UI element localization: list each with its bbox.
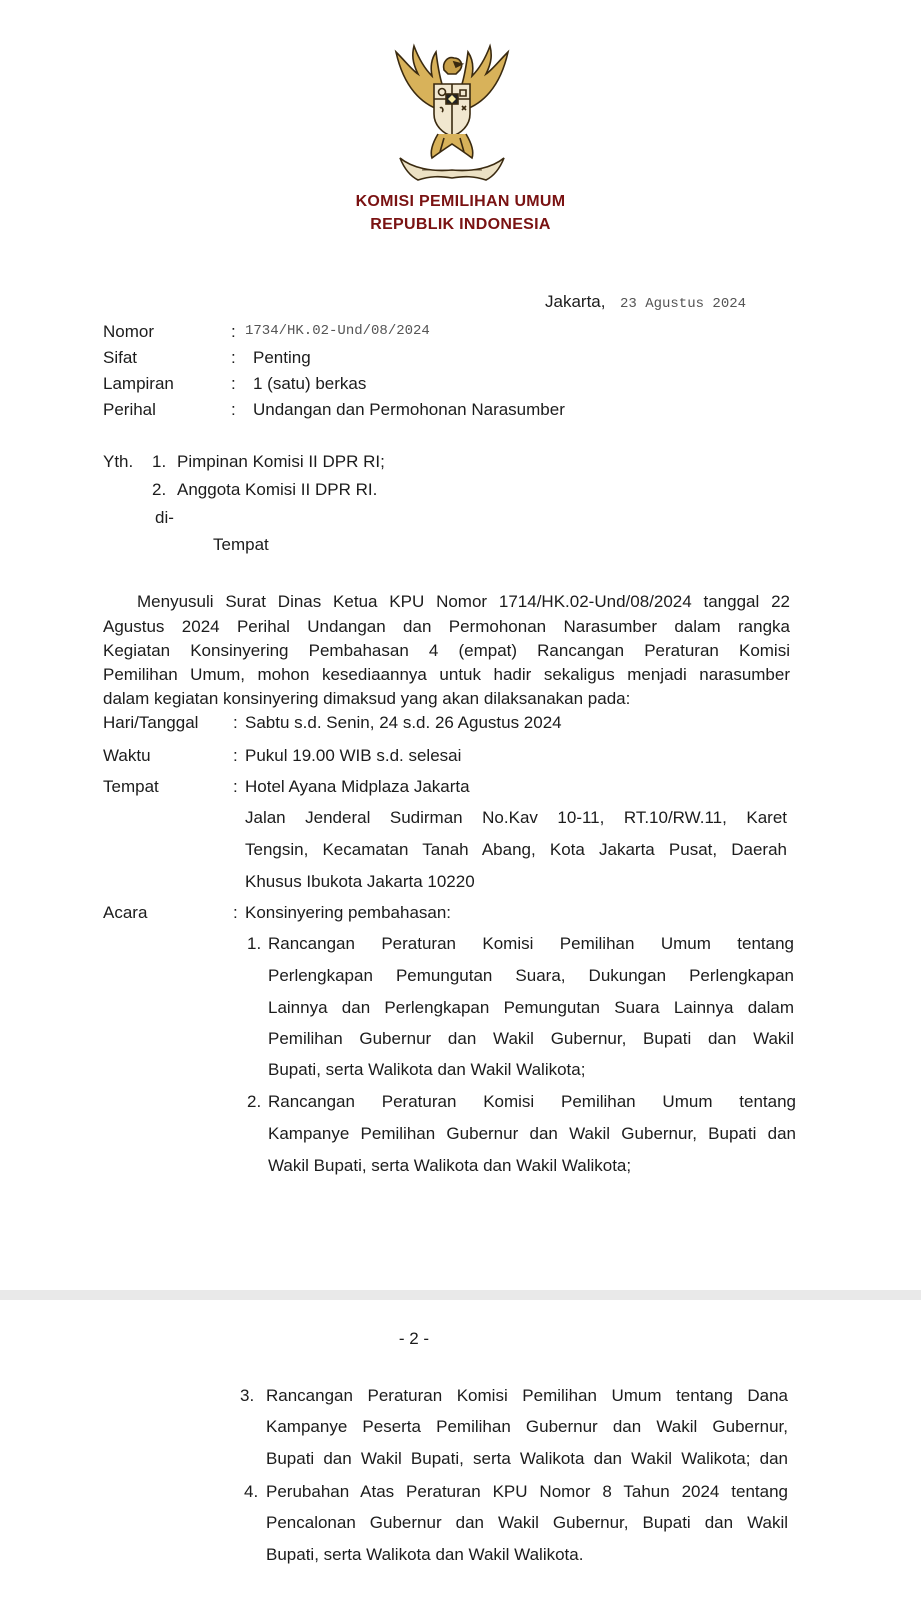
detail-label-acara: Acara [103,903,148,922]
detail-label-hari: Hari/Tanggal [103,713,199,732]
field-value-perihal: Undangan dan Permohonan Narasumber [253,400,565,419]
body-line-5: dalam kegiatan konsinyering dimaksud yang akan dilaksanakan pada: [103,689,631,708]
detail-value-tempat-line-2: Jalan Jenderal Sudirman No.Kav 10-11, RT.10/RW.11, Karet [245,808,787,827]
detail-label-waktu: Waktu [103,746,151,765]
letter-place: Jakarta, [545,292,606,311]
addressee-2: Anggota Komisi II DPR RI. [177,480,378,499]
field-value-sifat: Penting [253,348,311,367]
agenda-3-line-3: Bupati dan Wakil Bupati, serta Walikota dan Wakil Walikota; dan [266,1449,788,1468]
agenda-3-line-1: Rancangan Peraturan Komisi Pemilihan Umum tentang Dana [266,1386,788,1405]
detail-value-tempat-line-4: Khusus Ibukota Jakarta 10220 [245,872,475,891]
detail-value-waktu: Pukul 19.00 WIB s.d. selesai [245,746,462,765]
field-value-nomor: 1734/HK.02-Und/08/2024 [245,323,430,339]
agenda-3-line-2: Kampanye Peserta Pemilihan Gubernur dan Wakil Gubernur, [266,1417,788,1436]
letter-page-2 [0,1300,921,1600]
detail-value-acara: Konsinyering pembahasan: [245,903,452,922]
field-label-lampiran: Lampiran [103,374,174,393]
body-line-2: Agustus 2024 Perihal Undangan dan Permohonan Narasumber dalam rangka [103,617,790,636]
addressee-tempat: Tempat [213,535,269,554]
field-colon: : [233,713,238,732]
page-number: - 2 - [398,1329,430,1348]
agenda-4-line-2: Pencalonan Gubernur dan Wakil Gubernur, Bupati dan Wakil [266,1513,788,1532]
agenda-2-line-3: Wakil Bupati, serta Walikota dan Wakil Walikota; [268,1156,632,1175]
field-colon: : [231,348,236,367]
field-label-nomor: Nomor [103,322,155,341]
agenda-2-line-2: Kampanye Pemilihan Gubernur dan Wakil Gubernur, Bupati dan [268,1124,796,1143]
agenda-1-line-3: Lainnya dan Perlengkapan Pemungutan Suara Lainnya dalam [268,998,794,1017]
garuda-pancasila-emblem [382,40,522,182]
agenda-1-line-1: Rancangan Peraturan Komisi Pemilihan Umum tentang [268,934,794,953]
detail-value-hari: Sabtu s.d. Senin, 24 s.d. 26 Agustus 2024 [245,713,562,732]
addressee-number: 2. [152,480,167,499]
body-line-4: Pemilihan Umum, mohon kesediaannya untuk hadir sekaligus menjadi narasumber [103,665,790,684]
addressee-di: di- [155,508,174,527]
field-colon: : [233,903,238,922]
agenda-1-line-2: Perlengkapan Pemungutan Suara, Dukungan Perlengkapan [268,966,794,985]
field-value-lampiran: 1 (satu) berkas [253,374,367,393]
agenda-4-line-3: Bupati, serta Walikota dan Wakil Walikota. [266,1545,584,1564]
addressee-number: 1. [152,452,167,471]
agenda-4-line-1: Perubahan Atas Peraturan KPU Nomor 8 Tahun 2024 tentang [266,1482,788,1501]
org-name-line-1: KOMISI PEMILIHAN UMUM [355,193,566,210]
field-colon: : [233,746,238,765]
addressee-1: Pimpinan Komisi II DPR RI; [177,452,385,471]
detail-label-tempat: Tempat [103,777,159,796]
page-separator [0,1290,921,1300]
agenda-number: 4. [244,1482,259,1501]
detail-value-tempat-line-1: Hotel Ayana Midplaza Jakarta [245,777,470,796]
field-colon: : [231,322,236,341]
agenda-number: 2. [247,1092,262,1111]
detail-value-tempat-line-3: Tengsin, Kecamatan Tanah Abang, Kota Jakarta Pusat, Daerah [245,840,787,859]
agenda-1-line-4: Pemilihan Gubernur dan Wakil Gubernur, Bupati dan Wakil [268,1029,794,1048]
field-colon: : [231,400,236,419]
addressee-prefix: Yth. [103,452,134,471]
field-colon: : [233,777,238,796]
agenda-number: 1. [247,934,262,953]
agenda-2-line-1: Rancangan Peraturan Komisi Pemilihan Umum tentang [268,1092,796,1111]
agenda-number: 3. [240,1386,255,1405]
agenda-1-line-5: Bupati, serta Walikota dan Wakil Walikota; [268,1060,586,1079]
field-label-sifat: Sifat [103,348,138,367]
field-label-perihal: Perihal [103,400,156,419]
org-name-line-2: REPUBLIK INDONESIA [370,216,551,233]
body-line-1: Menyusuli Surat Dinas Ketua KPU Nomor 1714/HK.02-Und/08/2024 tanggal 22 [137,592,790,611]
body-line-3: Kegiatan Konsinyering Pembahasan 4 (empat) Rancangan Peraturan Komisi [103,641,790,660]
letter-date: 23 Agustus 2024 [620,296,747,312]
field-colon: : [231,374,236,393]
